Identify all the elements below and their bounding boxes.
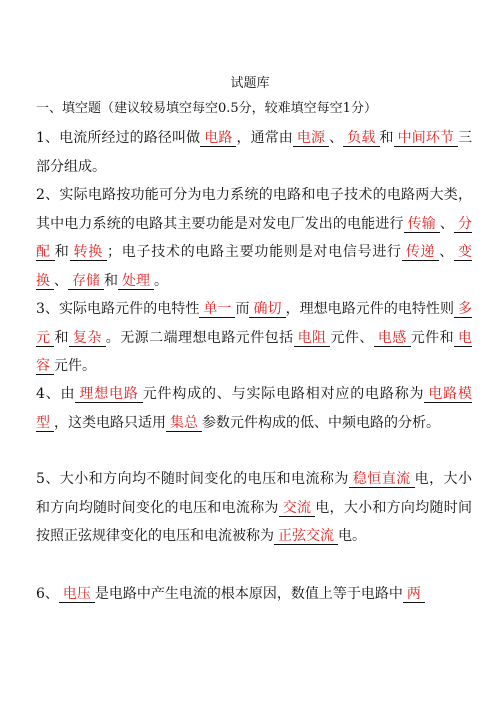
q2-text: 和 — [54, 244, 70, 260]
q5-text: 电。 — [338, 528, 366, 544]
q4-text: 元件构成的、与实际电路相对应的电路称为 — [142, 386, 425, 402]
q3-text: 而 — [235, 301, 250, 317]
q3-text: 。无源二端理想电路元件包括 — [105, 329, 294, 346]
q3-text: 元件、 — [330, 329, 374, 346]
q2-answer-blank: 变换 — [36, 244, 473, 289]
q3-text: 元件。 — [54, 358, 96, 374]
q5-answer-blank: 正弦交流 — [274, 528, 338, 545]
q3-answer-blank: 电阻 — [294, 330, 331, 347]
question-4 — [36, 380, 472, 437]
q1-answer-blank: 电源 — [293, 130, 329, 147]
question-5 — [36, 465, 472, 551]
q2-text: ；电子技术的电路主要功能则是对电信号进行 — [106, 244, 402, 260]
q6-text: 是电路中产生电流的根本原因，数值上等于电路中 — [94, 586, 403, 602]
q1-answer-blank: 电路 — [200, 130, 236, 147]
q6-answer-blank: 电压 — [59, 586, 95, 603]
q3-text: 和 — [54, 329, 69, 346]
q5-text: 5、大小和方向均不随时间变化的电压和电流称为 — [36, 471, 349, 487]
question-1 — [36, 124, 472, 181]
q1-text: 和 — [379, 130, 394, 146]
q5-text: 电，大小和方向均随时间变化的电压和电流称为 — [36, 471, 473, 516]
q4-answer-blank: 电路模型 — [36, 386, 473, 431]
q4-answer-blank: 集总 — [166, 415, 202, 432]
q1-text: 三部分组成。 — [36, 130, 473, 175]
q1-text: 、 — [329, 130, 344, 146]
q2-answer-blank: 转换 — [70, 244, 107, 261]
q2-text: 2、实际电路按功能可分为电力系统的电路和电子技术的电路两大类，其中电力系统的电路其主要功能是对发电厂发出的电能进行 — [36, 187, 472, 232]
page-title: 试题库 — [230, 76, 270, 91]
question-6 — [36, 580, 472, 609]
q3-text: 元件和 — [410, 329, 455, 346]
q2-text: 、 — [54, 272, 68, 289]
q2-answer-blank: 存储 — [68, 273, 104, 290]
q1-text: ，通常由 — [236, 130, 293, 146]
q2-answer-blank: 处理 — [118, 273, 154, 290]
q3-answer-blank: 复杂 — [69, 330, 106, 347]
q3-answer-blank: 电容 — [36, 329, 473, 374]
q4-answer-blank: 理想电路 — [75, 386, 142, 403]
q2-answer-blank: 分配 — [36, 215, 473, 260]
q2-text: 。 — [154, 272, 168, 289]
q3-text: ，理想电路元件的电特性则 — [285, 301, 455, 317]
q2-answer-blank: 传递 — [402, 244, 439, 261]
q2-answer-blank: 传输 — [404, 216, 440, 233]
q2-text: 、 — [439, 244, 455, 260]
question-2 — [36, 181, 472, 295]
q1-answer-blank: 中间环节 — [394, 130, 458, 147]
section-heading: 一、填空题（建议较易填空每空0.5分，较难填空每空1分） — [36, 101, 377, 116]
q3-answer-blank: 电感 — [374, 330, 411, 347]
q4-text: ，这类电路只适用 — [54, 414, 166, 431]
q3-answer-blank: 多元 — [36, 301, 473, 346]
question-3 — [36, 295, 472, 381]
q4-text: 4、由 — [36, 386, 76, 402]
q6-answer-blank: 两 — [403, 586, 425, 603]
q6-text: 6、 — [36, 586, 59, 602]
q3-text: 3、实际电路元件的电特性 — [36, 301, 200, 317]
q3-answer-blank: 单一 — [199, 301, 235, 318]
q5-text: 电，大小和方向均随时间按照正弦规律变化的电压和电流被称为 — [36, 499, 473, 544]
q5-answer-blank: 交流 — [279, 500, 316, 517]
q4-text: 参数元件构成的低、中频电路的分析。 — [202, 414, 440, 431]
q1-answer-blank: 负载 — [343, 130, 379, 147]
q2-text: 和 — [104, 272, 118, 289]
q2-text: 、 — [439, 215, 455, 232]
q1-text: 1、电流所经过的路径叫做 — [36, 130, 201, 146]
q5-answer-blank: 稳恒直流 — [349, 471, 415, 488]
q3-answer-blank: 确切 — [249, 301, 285, 318]
